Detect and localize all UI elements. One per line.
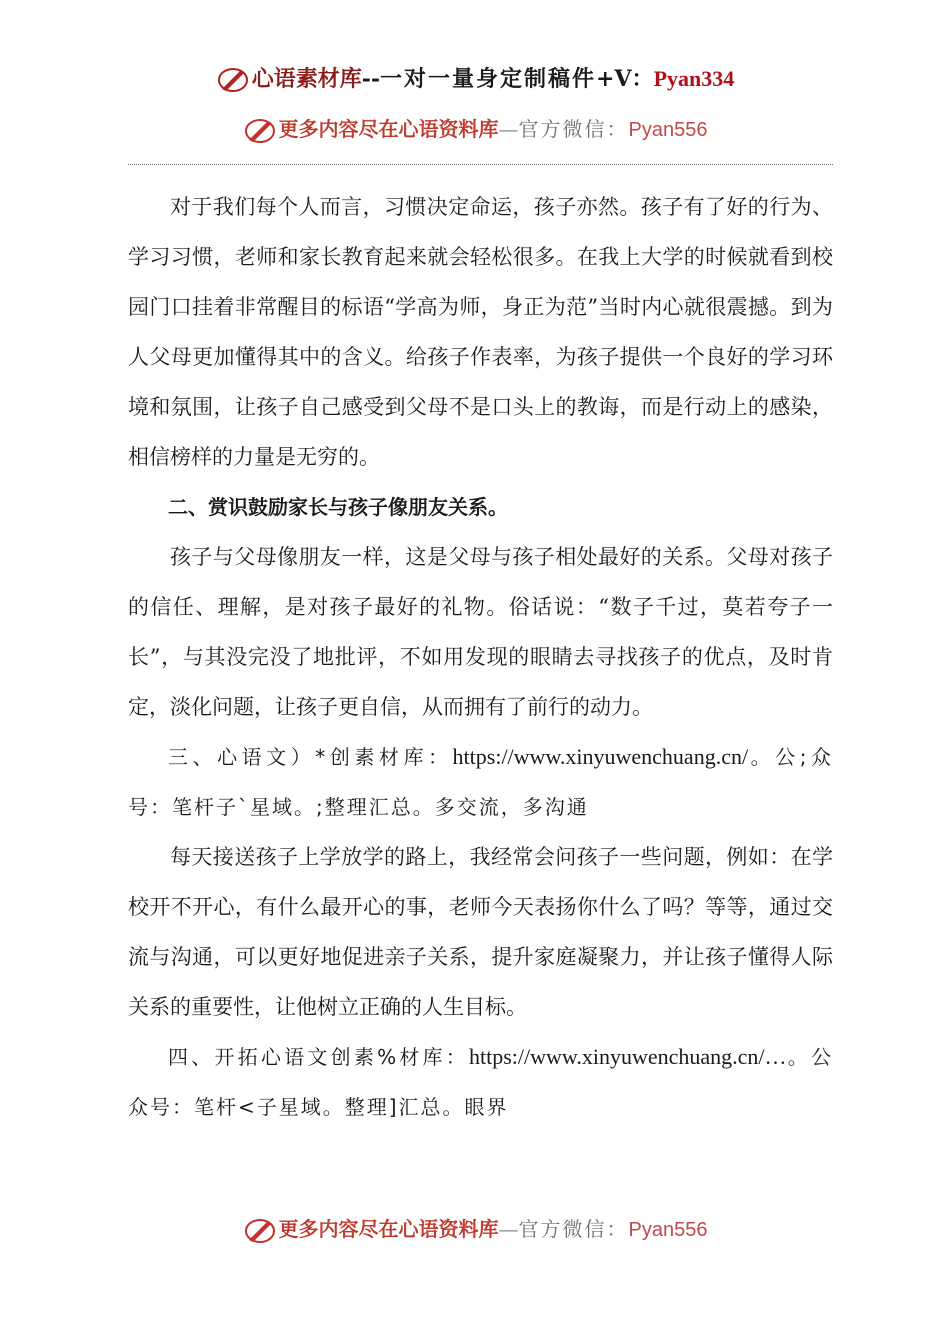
section-heading-4 (128, 1032, 833, 1132)
footer-watermark-wechat-id: Pyan556 (628, 1219, 708, 1241)
footer-watermark-text: 更多内容尽在心语资料库 (278, 1217, 499, 1241)
quill-logo-icon (243, 1216, 277, 1246)
document-body (128, 182, 833, 1132)
watermark-wechat-id: Pyan556 (628, 119, 708, 141)
banner-tagline: 一对一量身定制稿件 (380, 66, 597, 92)
section-heading-2: 二、赏识鼓励家长与孩子像朋友关系。 (168, 495, 508, 519)
banner-contact-id: Pyan334 (653, 66, 735, 91)
section-4-url: https://www.xinyuwenchuang.cn/… (469, 1044, 787, 1069)
footer-watermark-dash: — (498, 1217, 519, 1241)
section-3-suffix: 。公;众号：笔杆子`星域。;整理汇总。多交流，多沟通 (128, 745, 833, 819)
section-3-prefix: 三、心语文）*创素材库： (168, 745, 453, 769)
section-4-suffix: 。公众号：笔杆<子星域。整理]汇总。眼界 (128, 1045, 833, 1119)
section-4-prefix: 四、开拓心语文创素%材库： (168, 1045, 469, 1069)
watermark-text: 更多内容尽在心语资料库 (278, 117, 499, 141)
banner-site: 心语素材库 (251, 66, 362, 92)
section-heading-3 (128, 732, 833, 832)
paragraph-communication: 每天接送孩子上学放学的路上，我经常会问孩子一些问题，例如：在学校开不开心，有什么最开心的事，老师今天表扬你什么了吗？等等，通过交流与沟通，可以更好地促进亲子关系，提升家庭凝聚力，并让孩子懂得人际关系的重要性，让他树立正确的人生目标。 (128, 845, 833, 1019)
footer-watermark (0, 1213, 950, 1246)
quill-logo-icon (216, 65, 250, 95)
paragraph-friends: 孩子与父母像朋友一样，这是父母与孩子相处最好的关系。父母对孩子的信任、理解，是对孩子最好的礼物。俗话说：“数子千过，莫若夸子一长”，与其没完没了地批评，不如用发现的眼睛去寻找孩子的优点，及时肯定，淡化问题，让孩子更自信，从而拥有了前行的动力。 (128, 545, 833, 719)
header-divider (128, 164, 833, 165)
header-watermark (0, 113, 950, 146)
watermark-official: 官方微信： (518, 117, 629, 141)
banner-contact-prefix: +V： (596, 66, 654, 92)
top-banner (0, 62, 950, 95)
footer-watermark-official: 官方微信： (518, 1217, 629, 1241)
paragraph-habits: 对于我们每个人而言，习惯决定命运，孩子亦然。孩子有了好的行为、学习习惯，老师和家长教育起来就会轻松很多。在我上大学的时候就看到校园门口挂着非常醒目的标语“学高为师，身正为范”当时内心就很震撼。到为人父母更加懂得其中的含义。给孩子作表率，为孩子提供一个良好的学习环境和氛围，让孩子自己感受到父母不是口头上的教诲，而是行动上的感染，相信榜样的力量是无穷的。 (128, 195, 833, 469)
section-3-url: https://www.xinyuwenchuang.cn/ (452, 744, 749, 769)
watermark-dash: — (498, 117, 519, 141)
banner-separator: -- (361, 66, 381, 92)
quill-logo-icon (243, 116, 277, 146)
